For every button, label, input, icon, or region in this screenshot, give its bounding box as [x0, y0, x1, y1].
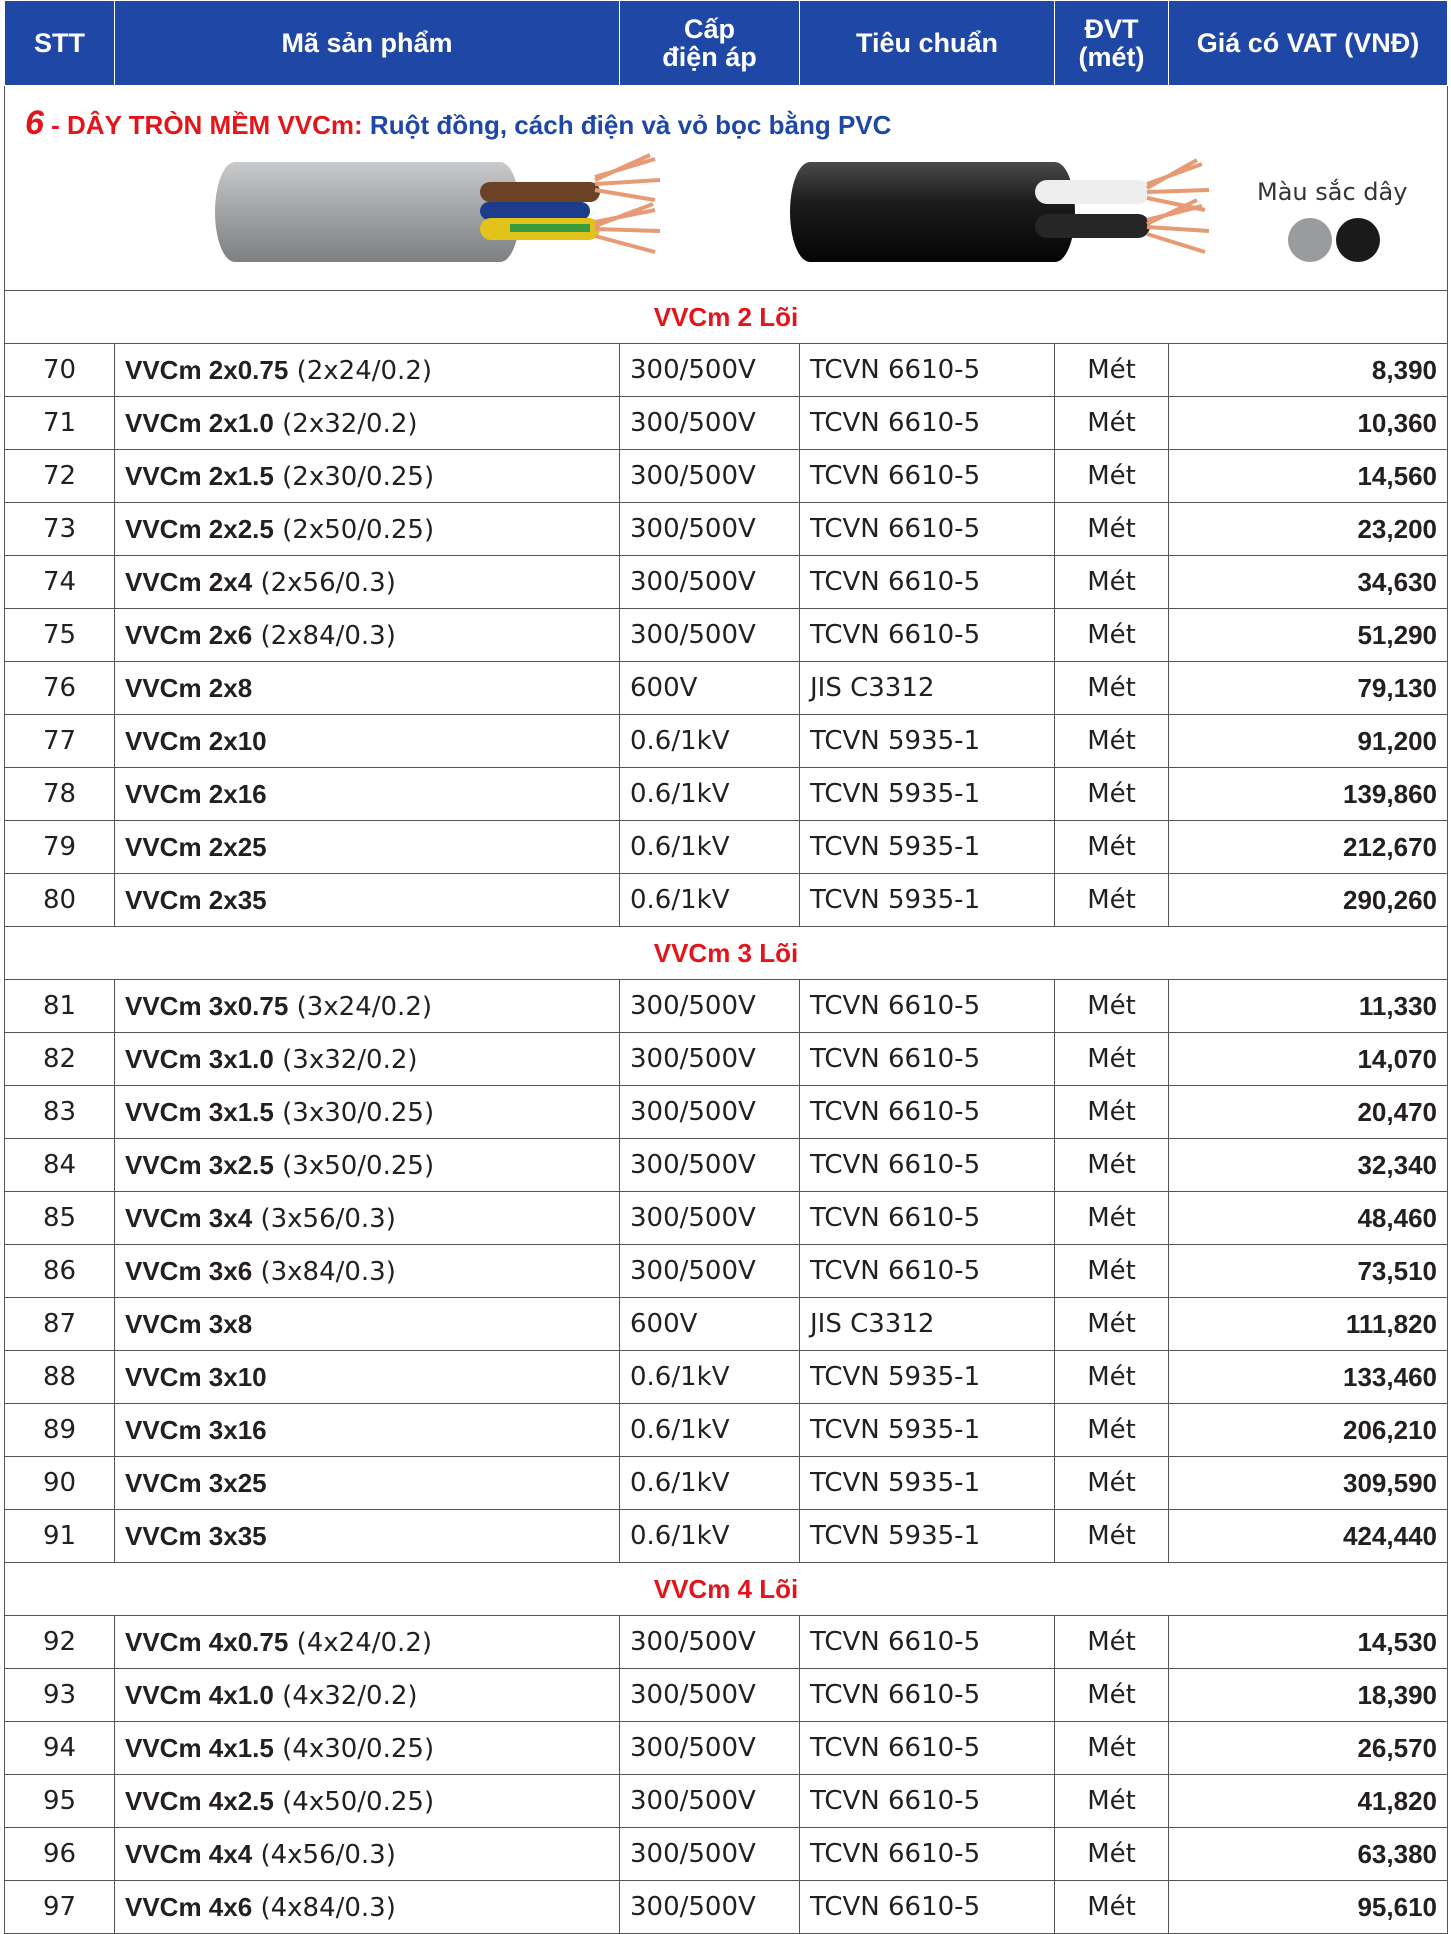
- table-row: [5, 662, 1448, 715]
- row-price: 424,440: [1169, 1510, 1448, 1563]
- row-price: 95,610: [1169, 1881, 1448, 1934]
- section-cell: [5, 86, 1448, 291]
- product-code: VVCm 2x10: [125, 725, 267, 756]
- table-row: [5, 715, 1448, 768]
- row-stt: 73: [5, 503, 115, 556]
- table-row: [5, 1404, 1448, 1457]
- row-stt: 94: [5, 1722, 115, 1775]
- row-price: 111,820: [1169, 1298, 1448, 1351]
- row-standard: TCVN 6610-5: [800, 1192, 1055, 1245]
- row-standard: TCVN 5935-1: [800, 821, 1055, 874]
- product-code: VVCm 2x6: [125, 619, 253, 650]
- row-product: [115, 1669, 620, 1722]
- row-price: 63,380: [1169, 1828, 1448, 1881]
- table-row: [5, 503, 1448, 556]
- product-spec: (2x24/0.2): [288, 355, 433, 386]
- row-standard: TCVN 6610-5: [800, 609, 1055, 662]
- table-row: [5, 1033, 1448, 1086]
- row-unit: Mét: [1055, 1192, 1169, 1245]
- row-unit: Mét: [1055, 1775, 1169, 1828]
- product-code: VVCm 3x35: [125, 1520, 267, 1551]
- row-standard: TCVN 5935-1: [800, 768, 1055, 821]
- table-row: [5, 1192, 1448, 1245]
- row-stt: 82: [5, 1033, 115, 1086]
- row-product: [115, 715, 620, 768]
- table-row: [5, 821, 1448, 874]
- header-stt: STT: [5, 1, 115, 86]
- row-standard: TCVN 6610-5: [800, 503, 1055, 556]
- row-voltage: 300/500V: [620, 1616, 800, 1669]
- row-unit: Mét: [1055, 874, 1169, 927]
- color-gray-swatch: [1288, 218, 1332, 262]
- product-code: VVCm 3x1.0: [125, 1043, 274, 1074]
- row-standard: TCVN 6610-5: [800, 1139, 1055, 1192]
- product-spec: (4x84/0.3): [252, 1892, 396, 1923]
- row-stt: 76: [5, 662, 115, 715]
- row-unit: Mét: [1055, 1510, 1169, 1563]
- header-voltage-line2: điện áp: [662, 42, 757, 72]
- row-product: [115, 556, 620, 609]
- row-price: 290,260: [1169, 874, 1448, 927]
- row-price: 309,590: [1169, 1457, 1448, 1510]
- row-standard: TCVN 6610-5: [800, 1775, 1055, 1828]
- section-title-blue: Ruột đồng, cách điện và vỏ bọc bằng PVC: [362, 110, 892, 140]
- row-product: [115, 1351, 620, 1404]
- row-unit: Mét: [1055, 1139, 1169, 1192]
- group-title: VVCm 4 Lõi: [5, 1563, 1448, 1616]
- row-unit: Mét: [1055, 1616, 1169, 1669]
- row-standard: TCVN 6610-5: [800, 556, 1055, 609]
- price-table: [4, 0, 1448, 1934]
- table-row: [5, 980, 1448, 1033]
- row-standard: TCVN 6610-5: [800, 980, 1055, 1033]
- table-row: [5, 450, 1448, 503]
- header-standard: Tiêu chuẩn: [800, 1, 1055, 86]
- product-code: VVCm 2x25: [125, 831, 267, 862]
- row-product: [115, 503, 620, 556]
- product-code: VVCm 2x4: [125, 566, 253, 597]
- row-standard: JIS C3312: [800, 1298, 1055, 1351]
- row-product: [115, 1139, 620, 1192]
- product-spec: (4x32/0.2): [273, 1680, 418, 1711]
- header-unit-line1: ĐVT: [1084, 14, 1139, 44]
- table-row: [5, 874, 1448, 927]
- product-code: VVCm 3x16: [125, 1414, 267, 1445]
- row-product: [115, 874, 620, 927]
- row-price: 206,210: [1169, 1404, 1448, 1457]
- row-standard: TCVN 5935-1: [800, 1510, 1055, 1563]
- row-product: [115, 1086, 620, 1139]
- row-stt: 87: [5, 1298, 115, 1351]
- row-stt: 80: [5, 874, 115, 927]
- row-price: 10,360: [1169, 397, 1448, 450]
- row-price: 14,560: [1169, 450, 1448, 503]
- color-label: Màu sắc dây: [1257, 178, 1408, 206]
- product-code: VVCm 2x35: [125, 884, 267, 915]
- row-stt: 93: [5, 1669, 115, 1722]
- table-row: [5, 1722, 1448, 1775]
- row-unit: Mét: [1055, 1457, 1169, 1510]
- row-stt: 77: [5, 715, 115, 768]
- row-standard: TCVN 6610-5: [800, 450, 1055, 503]
- table-row: [5, 1616, 1448, 1669]
- row-price: 51,290: [1169, 609, 1448, 662]
- row-voltage: 300/500V: [620, 1881, 800, 1934]
- row-stt: 86: [5, 1245, 115, 1298]
- row-stt: 90: [5, 1457, 115, 1510]
- row-voltage: 300/500V: [620, 1828, 800, 1881]
- row-standard: TCVN 6610-5: [800, 1616, 1055, 1669]
- header-product: Mã sản phẩm: [115, 1, 620, 86]
- product-code: VVCm 2x8: [125, 672, 253, 703]
- product-spec: (3x50/0.25): [273, 1150, 435, 1181]
- product-code: VVCm 3x25: [125, 1467, 267, 1498]
- table-row: [5, 1457, 1448, 1510]
- section-title: [25, 104, 891, 143]
- section-number: 6: [25, 104, 44, 142]
- row-price: 91,200: [1169, 715, 1448, 768]
- row-stt: 83: [5, 1086, 115, 1139]
- row-product: [115, 609, 620, 662]
- table-row: [5, 609, 1448, 662]
- row-product: [115, 1616, 620, 1669]
- row-product: [115, 344, 620, 397]
- row-unit: Mét: [1055, 1351, 1169, 1404]
- row-voltage: 300/500V: [620, 1775, 800, 1828]
- product-spec: (4x24/0.2): [288, 1627, 433, 1658]
- row-unit: Mét: [1055, 1245, 1169, 1298]
- table-row: [5, 1775, 1448, 1828]
- row-voltage: 300/500V: [620, 1245, 800, 1298]
- group-header-row: [5, 927, 1448, 980]
- row-stt: 96: [5, 1828, 115, 1881]
- group-title: VVCm 3 Lõi: [5, 927, 1448, 980]
- row-standard: TCVN 6610-5: [800, 344, 1055, 397]
- row-product: [115, 1775, 620, 1828]
- row-unit: Mét: [1055, 662, 1169, 715]
- row-price: 23,200: [1169, 503, 1448, 556]
- row-price: 20,470: [1169, 1086, 1448, 1139]
- product-code: VVCm 3x1.5: [125, 1096, 274, 1127]
- row-product: [115, 1298, 620, 1351]
- row-stt: 75: [5, 609, 115, 662]
- row-stt: 71: [5, 397, 115, 450]
- row-price: 26,570: [1169, 1722, 1448, 1775]
- table-row: [5, 1298, 1448, 1351]
- row-price: 14,530: [1169, 1616, 1448, 1669]
- row-voltage: 600V: [620, 1298, 800, 1351]
- row-stt: 92: [5, 1616, 115, 1669]
- product-code: VVCm 2x16: [125, 778, 267, 809]
- row-voltage: 0.6/1kV: [620, 768, 800, 821]
- row-voltage: 0.6/1kV: [620, 1457, 800, 1510]
- row-voltage: 300/500V: [620, 397, 800, 450]
- section-banner: [5, 86, 1448, 291]
- row-voltage: 300/500V: [620, 1192, 800, 1245]
- table-row: [5, 344, 1448, 397]
- product-code: VVCm 2x1.0: [125, 407, 274, 438]
- product-code: VVCm 3x2.5: [125, 1149, 274, 1180]
- row-voltage: 0.6/1kV: [620, 715, 800, 768]
- row-stt: 89: [5, 1404, 115, 1457]
- table-row: [5, 1086, 1448, 1139]
- row-voltage: 300/500V: [620, 1086, 800, 1139]
- row-price: 212,670: [1169, 821, 1448, 874]
- row-stt: 97: [5, 1881, 115, 1934]
- row-product: [115, 768, 620, 821]
- row-product: [115, 980, 620, 1033]
- row-unit: Mét: [1055, 503, 1169, 556]
- row-unit: Mét: [1055, 1881, 1169, 1934]
- product-code: VVCm 4x6: [125, 1891, 253, 1922]
- row-product: [115, 1245, 620, 1298]
- table-row: [5, 1828, 1448, 1881]
- group-header-row: [5, 291, 1448, 344]
- row-voltage: 0.6/1kV: [620, 1510, 800, 1563]
- row-unit: Mét: [1055, 1298, 1169, 1351]
- row-product: [115, 1404, 620, 1457]
- row-stt: 72: [5, 450, 115, 503]
- black-cable-image: [785, 152, 1225, 272]
- product-code: VVCm 4x2.5: [125, 1785, 274, 1816]
- row-unit: Mét: [1055, 397, 1169, 450]
- row-product: [115, 1033, 620, 1086]
- row-price: 133,460: [1169, 1351, 1448, 1404]
- product-spec: (2x30/0.25): [273, 461, 435, 492]
- row-product: [115, 1828, 620, 1881]
- product-code: VVCm 3x8: [125, 1308, 253, 1339]
- row-unit: Mét: [1055, 1722, 1169, 1775]
- row-standard: TCVN 6610-5: [800, 1669, 1055, 1722]
- table-row: [5, 1669, 1448, 1722]
- table-row: [5, 556, 1448, 609]
- header-unit-line2: (mét): [1078, 42, 1145, 72]
- table-row: [5, 768, 1448, 821]
- table-header: [5, 1, 1448, 86]
- product-code: VVCm 2x1.5: [125, 460, 274, 491]
- row-voltage: 0.6/1kV: [620, 821, 800, 874]
- product-code: VVCm 2x2.5: [125, 513, 274, 544]
- row-unit: Mét: [1055, 450, 1169, 503]
- row-standard: TCVN 5935-1: [800, 1404, 1055, 1457]
- row-standard: TCVN 6610-5: [800, 1828, 1055, 1881]
- row-standard: TCVN 6610-5: [800, 1086, 1055, 1139]
- row-stt: 79: [5, 821, 115, 874]
- row-product: [115, 1510, 620, 1563]
- row-unit: Mét: [1055, 1404, 1169, 1457]
- gray-cable-image: [210, 152, 680, 272]
- row-voltage: 300/500V: [620, 503, 800, 556]
- row-price: 32,340: [1169, 1139, 1448, 1192]
- row-stt: 74: [5, 556, 115, 609]
- row-standard: TCVN 6610-5: [800, 1881, 1055, 1934]
- row-unit: Mét: [1055, 1669, 1169, 1722]
- row-voltage: 300/500V: [620, 1722, 800, 1775]
- table-row: [5, 1245, 1448, 1298]
- row-standard: TCVN 6610-5: [800, 1722, 1055, 1775]
- row-product: [115, 1722, 620, 1775]
- product-code: VVCm 4x1.5: [125, 1732, 274, 1763]
- row-standard: TCVN 6610-5: [800, 397, 1055, 450]
- product-spec: (2x56/0.3): [252, 567, 396, 598]
- row-voltage: 0.6/1kV: [620, 1404, 800, 1457]
- row-voltage: 300/500V: [620, 609, 800, 662]
- section-title-red: DÂY TRÒN MỀM VVCm:: [67, 110, 363, 140]
- product-spec: (2x50/0.25): [273, 514, 435, 545]
- header-voltage-line1: Cấp: [683, 14, 735, 44]
- row-voltage: 300/500V: [620, 1139, 800, 1192]
- row-stt: 88: [5, 1351, 115, 1404]
- table-row: [5, 1510, 1448, 1563]
- row-price: 139,860: [1169, 768, 1448, 821]
- row-unit: Mét: [1055, 1033, 1169, 1086]
- product-code: VVCm 3x6: [125, 1255, 253, 1286]
- header-voltage: [620, 1, 800, 86]
- row-voltage: 0.6/1kV: [620, 1351, 800, 1404]
- product-code: VVCm 4x0.75: [125, 1626, 289, 1657]
- row-standard: TCVN 6610-5: [800, 1245, 1055, 1298]
- row-product: [115, 450, 620, 503]
- row-stt: 95: [5, 1775, 115, 1828]
- product-spec: (4x30/0.25): [273, 1733, 435, 1764]
- row-stt: 78: [5, 768, 115, 821]
- table-row: [5, 1351, 1448, 1404]
- row-price: 11,330: [1169, 980, 1448, 1033]
- table-row: [5, 397, 1448, 450]
- row-voltage: 300/500V: [620, 980, 800, 1033]
- row-unit: Mét: [1055, 344, 1169, 397]
- row-voltage: 300/500V: [620, 1033, 800, 1086]
- product-spec: (3x84/0.3): [252, 1256, 396, 1287]
- row-standard: TCVN 5935-1: [800, 715, 1055, 768]
- row-product: [115, 1192, 620, 1245]
- header-price: Giá có VAT (VNĐ): [1169, 1, 1448, 86]
- product-spec: (3x24/0.2): [288, 991, 433, 1022]
- product-spec: (4x50/0.25): [273, 1786, 435, 1817]
- product-spec: (3x56/0.3): [252, 1203, 396, 1234]
- row-standard: TCVN 6610-5: [800, 1033, 1055, 1086]
- row-unit: Mét: [1055, 609, 1169, 662]
- product-code: VVCm 4x4: [125, 1838, 253, 1869]
- row-unit: Mét: [1055, 821, 1169, 874]
- row-stt: 85: [5, 1192, 115, 1245]
- row-standard: JIS C3312: [800, 662, 1055, 715]
- product-spec: (2x32/0.2): [273, 408, 418, 439]
- row-stt: 91: [5, 1510, 115, 1563]
- product-spec: (2x84/0.3): [252, 620, 396, 651]
- product-spec: (4x56/0.3): [252, 1839, 396, 1870]
- row-stt: 81: [5, 980, 115, 1033]
- row-unit: Mét: [1055, 980, 1169, 1033]
- group-title: VVCm 2 Lõi: [5, 291, 1448, 344]
- row-standard: TCVN 5935-1: [800, 1351, 1055, 1404]
- section-dash: -: [43, 110, 68, 140]
- product-code: VVCm 3x4: [125, 1202, 253, 1233]
- row-voltage: 600V: [620, 662, 800, 715]
- row-standard: TCVN 5935-1: [800, 874, 1055, 927]
- table-row: [5, 1139, 1448, 1192]
- product-code: VVCm 4x1.0: [125, 1679, 274, 1710]
- row-price: 8,390: [1169, 344, 1448, 397]
- row-price: 34,630: [1169, 556, 1448, 609]
- row-unit: Mét: [1055, 1086, 1169, 1139]
- row-product: [115, 397, 620, 450]
- row-unit: Mét: [1055, 768, 1169, 821]
- row-unit: Mét: [1055, 556, 1169, 609]
- row-voltage: 300/500V: [620, 556, 800, 609]
- color-black-swatch: [1336, 218, 1380, 262]
- row-price: 73,510: [1169, 1245, 1448, 1298]
- row-product: [115, 1457, 620, 1510]
- row-product: [115, 662, 620, 715]
- row-unit: Mét: [1055, 1828, 1169, 1881]
- group-header-row: [5, 1563, 1448, 1616]
- row-price: 41,820: [1169, 1775, 1448, 1828]
- row-price: 79,130: [1169, 662, 1448, 715]
- product-spec: (3x32/0.2): [273, 1044, 418, 1075]
- product-code: VVCm 2x0.75: [125, 354, 289, 385]
- row-voltage: 300/500V: [620, 450, 800, 503]
- product-code: VVCm 3x10: [125, 1361, 267, 1392]
- row-standard: TCVN 5935-1: [800, 1457, 1055, 1510]
- row-voltage: 300/500V: [620, 344, 800, 397]
- product-spec: (3x30/0.25): [273, 1097, 435, 1128]
- row-unit: Mét: [1055, 715, 1169, 768]
- row-voltage: 300/500V: [620, 1669, 800, 1722]
- row-price: 18,390: [1169, 1669, 1448, 1722]
- row-stt: 84: [5, 1139, 115, 1192]
- row-product: [115, 821, 620, 874]
- row-stt: 70: [5, 344, 115, 397]
- product-code: VVCm 3x0.75: [125, 990, 289, 1021]
- row-price: 14,070: [1169, 1033, 1448, 1086]
- header-unit: [1055, 1, 1169, 86]
- row-voltage: 0.6/1kV: [620, 874, 800, 927]
- row-price: 48,460: [1169, 1192, 1448, 1245]
